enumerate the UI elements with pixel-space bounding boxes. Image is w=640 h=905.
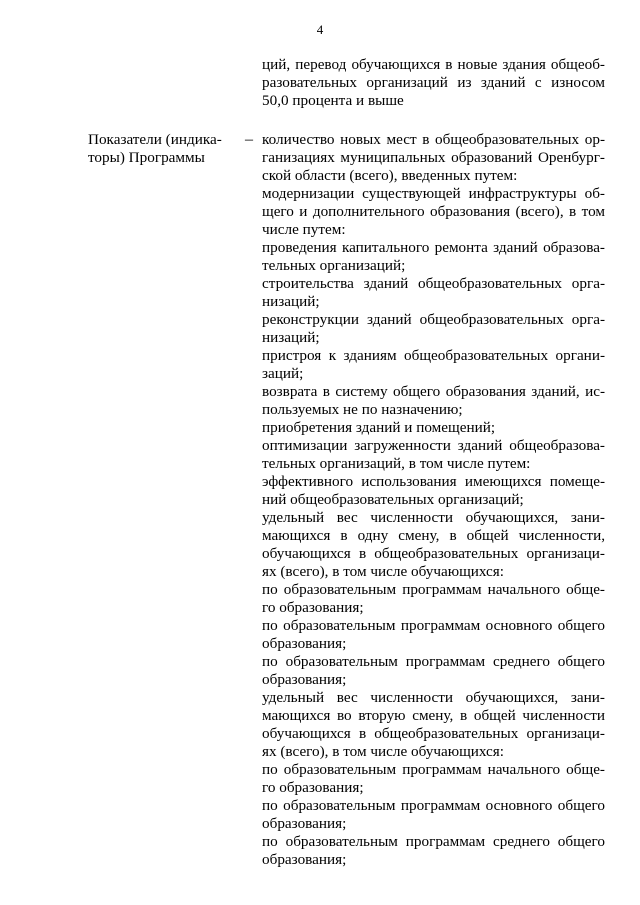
indicator-line: эффективного использования имеющихся помеще- [262, 473, 605, 490]
indicator-line: го образования; [262, 599, 364, 616]
indicator-line: щего и дополнительного образования (всего), в том [262, 203, 605, 220]
list-dash: – [245, 131, 253, 148]
indicator-line: ний общеобразовательных организаций; [262, 491, 524, 508]
indicator-line: удельный вес численности обучающихся, зани- [262, 509, 605, 526]
indicator-line: заций; [262, 365, 304, 382]
indicator-line: приобретения зданий и помещений; [262, 419, 496, 436]
indicator-line: тельных организаций; [262, 257, 406, 274]
indicator-line: количество новых мест в общеобразовательных ор- [262, 131, 605, 148]
indicator-line: образования; [262, 851, 347, 868]
indicator-line: образования; [262, 815, 347, 832]
indicator-line: мающихся во вторую смену, в общей численности [262, 707, 605, 724]
continuation-paragraph [262, 56, 605, 110]
indicator-line: проведения капитального ремонта зданий образова- [262, 239, 605, 256]
indicator-line: ях (всего), в том числе обучающихся: [262, 743, 505, 760]
indicator-line: низаций; [262, 293, 320, 310]
indicators-list [262, 131, 605, 869]
indicator-line: числе путем: [262, 221, 346, 238]
indicator-line: го образования; [262, 779, 364, 796]
indicator-line: модернизации существующей инфраструктуры об- [262, 185, 605, 202]
label-line: Показатели (индика- [88, 131, 222, 148]
indicator-line: по образовательным программам начального обще- [262, 581, 605, 598]
indicator-line: обучающихся в общеобразовательных организаци- [262, 725, 605, 742]
indicator-line: реконструкции зданий общеобразовательных орга- [262, 311, 605, 328]
text-line: разовательных организаций из зданий с износом [262, 74, 605, 91]
indicator-line: по образовательным программам среднего общего [262, 653, 605, 670]
section-label [88, 131, 248, 167]
indicator-line: ганизациях муниципальных образований Оренбург- [262, 149, 605, 166]
indicator-line: ской области (всего), введенных путем: [262, 167, 518, 184]
page-number: 4 [316, 22, 324, 37]
text-line: ций, перевод обучающихся в новые здания общеоб- [262, 56, 605, 73]
indicator-line: образования; [262, 635, 347, 652]
indicator-line: оптимизации загруженности зданий общеобразова- [262, 437, 605, 454]
indicator-line: тельных организаций, в том числе путем: [262, 455, 531, 472]
indicator-line: строительства зданий общеобразовательных орга- [262, 275, 605, 292]
indicator-line: возврата в систему общего образования зданий, ис- [262, 383, 605, 400]
indicator-line: по образовательным программам начального обще- [262, 761, 605, 778]
indicator-line: удельный вес численности обучающихся, зани- [262, 689, 605, 706]
indicator-line: по образовательным программам основного общего [262, 797, 605, 814]
indicator-line: обучающихся в общеобразовательных организаци- [262, 545, 605, 562]
label-line: торы) Программы [88, 149, 205, 166]
indicator-line: по образовательным программам среднего общего [262, 833, 605, 850]
indicator-line: образования; [262, 671, 347, 688]
indicator-line: низаций; [262, 329, 320, 346]
indicator-line: пользуемых не по назначению; [262, 401, 463, 418]
text-line: 50,0 процента и выше [262, 92, 404, 109]
indicator-line: по образовательным программам основного общего [262, 617, 605, 634]
indicator-line: мающихся в одну смену, в общей численности, [262, 527, 605, 544]
indicator-line: ях (всего), в том числе обучающихся: [262, 563, 505, 580]
indicator-line: пристроя к зданиям общеобразовательных органи- [262, 347, 605, 364]
